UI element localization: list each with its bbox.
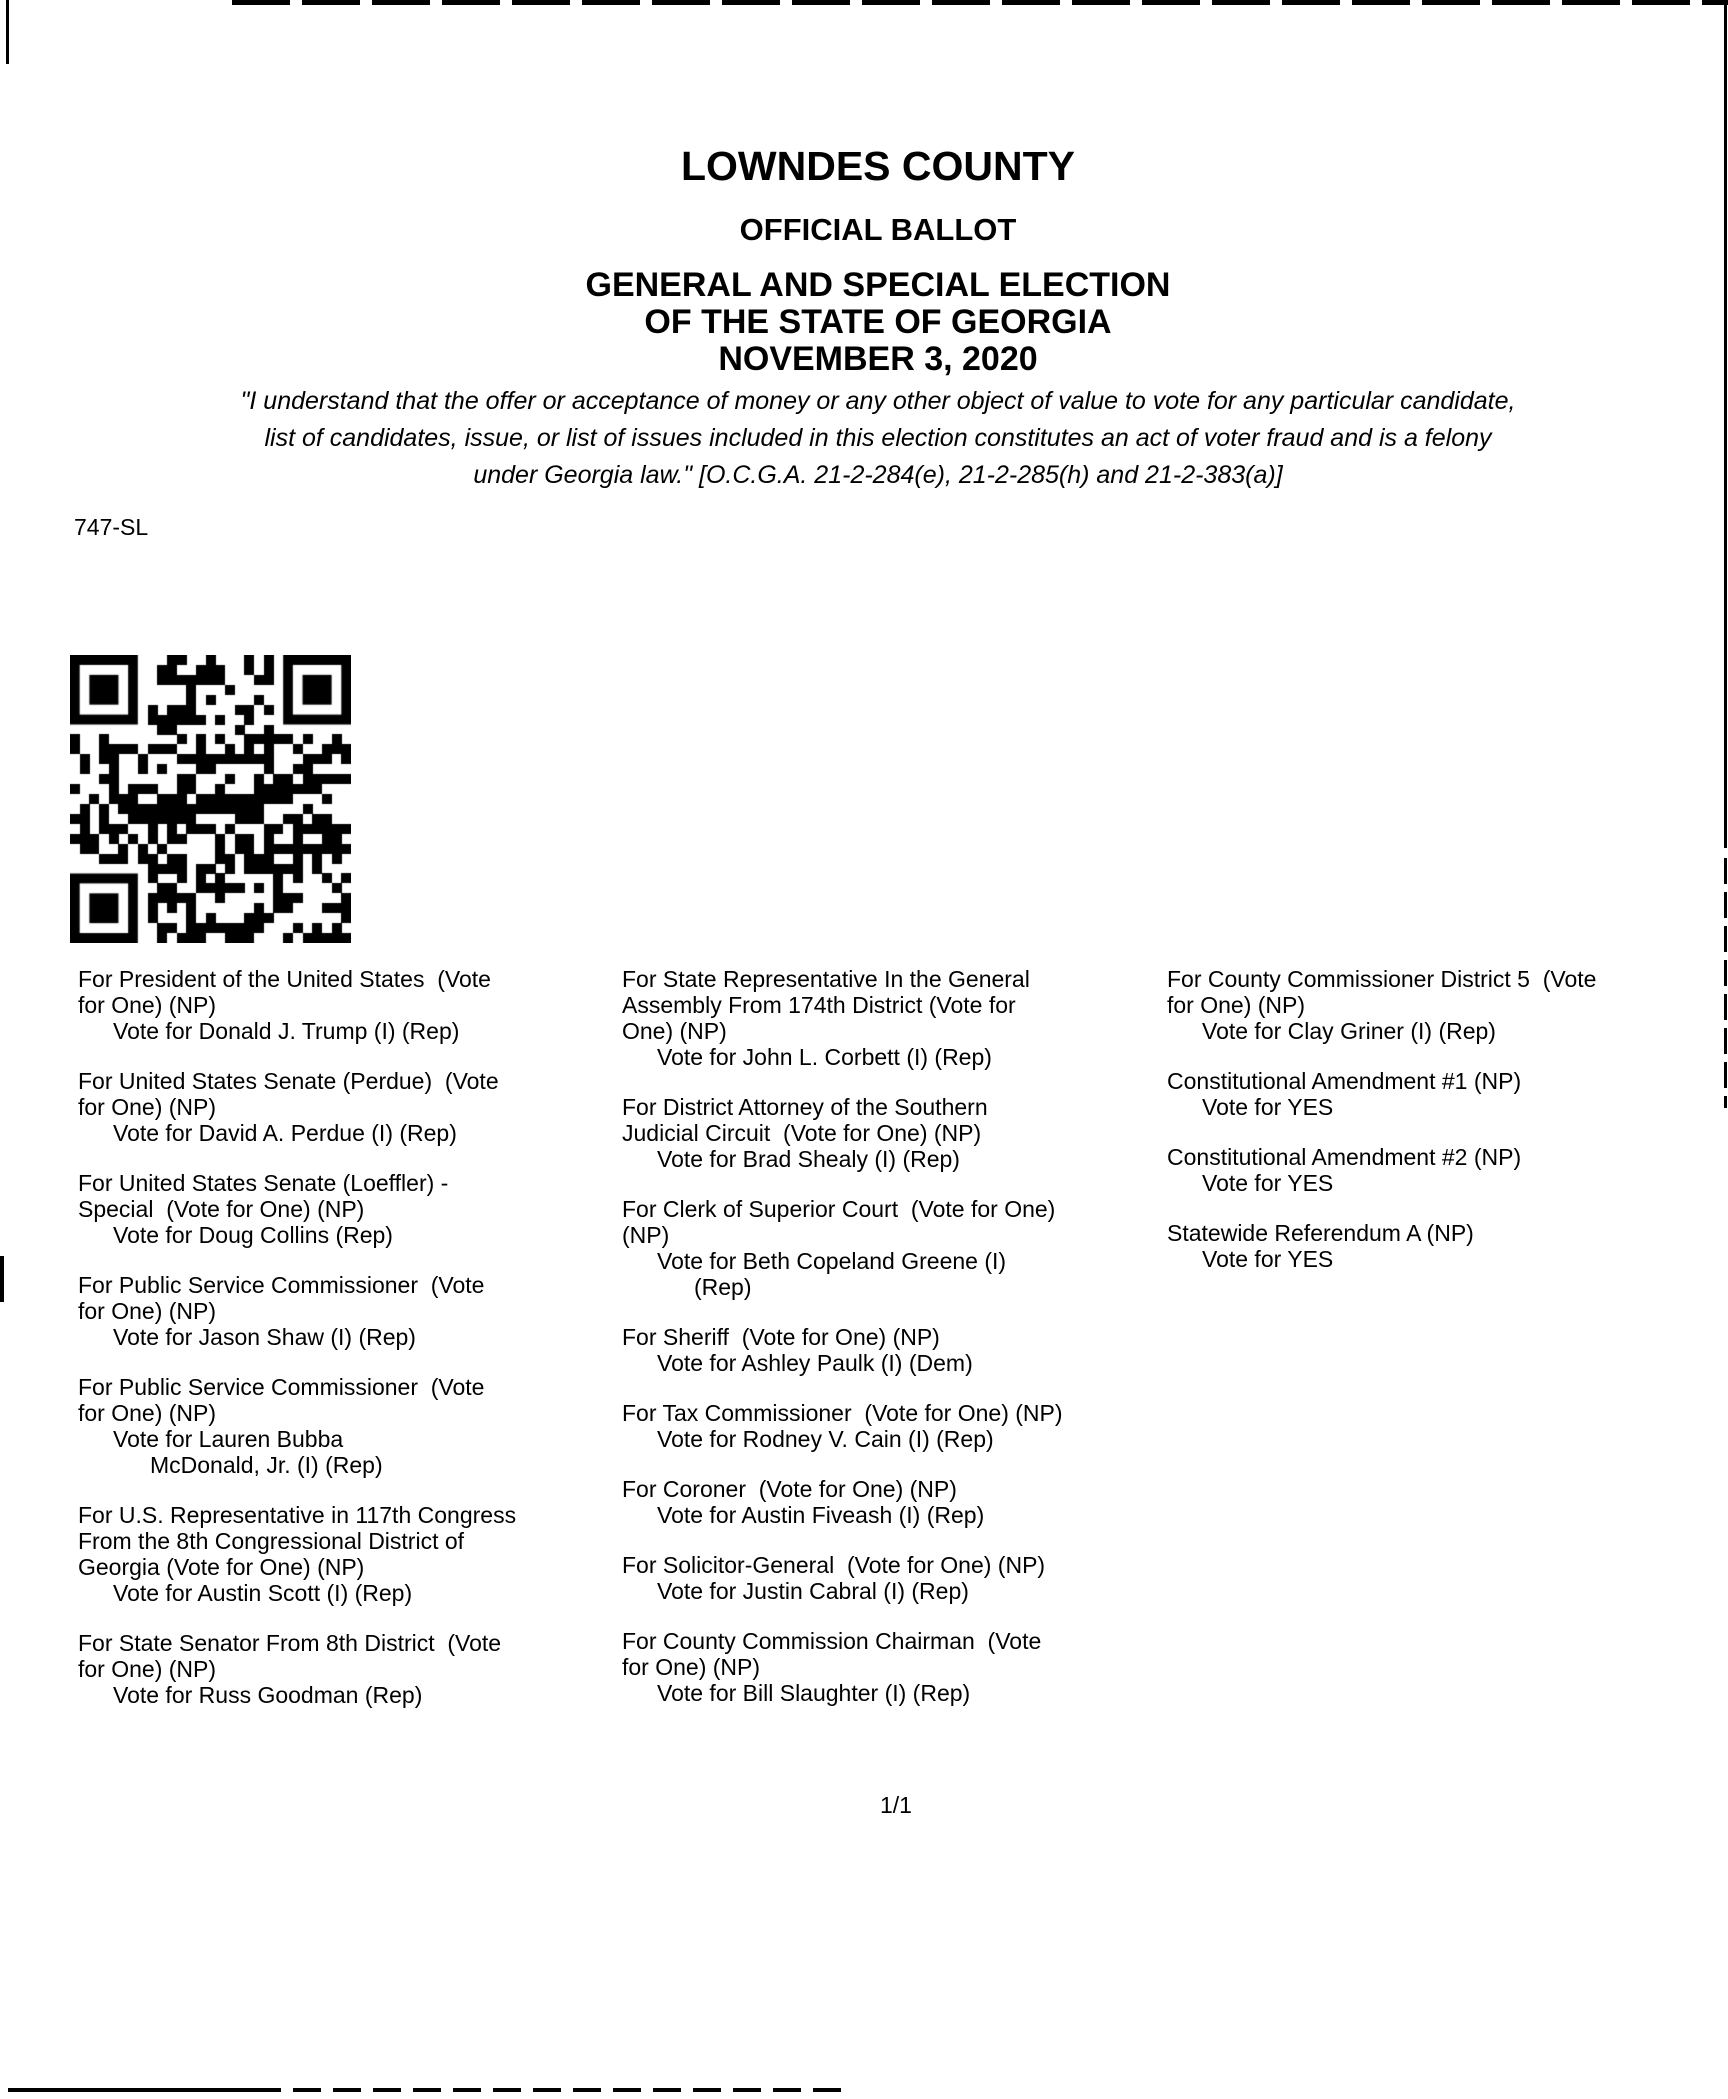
fraud-disclaimer <box>28 383 1728 494</box>
contest <box>1167 1068 1727 1120</box>
contest-title-line: For Coroner (Vote for One) (NP) <box>622 1476 957 1502</box>
vote-selection-line: Vote for Beth Copeland Greene (I) <box>657 1248 1007 1274</box>
contest <box>78 1170 638 1248</box>
contest-title-line: For State Representative In the General <box>622 966 1030 992</box>
ballot-title: OFFICIAL BALLOT <box>739 212 1017 247</box>
page-number: 1/1 <box>880 1792 912 1818</box>
ballot-header <box>28 143 1728 378</box>
ballot-column-3 <box>1167 966 1727 1296</box>
contest <box>622 1094 1182 1172</box>
contest-title-line: For U.S. Representative in 117th Congress <box>78 1502 517 1528</box>
vote-selection-line: Vote for YES <box>1202 1246 1334 1272</box>
contest <box>622 1324 1182 1376</box>
contest-title-line: For District Attorney of the Southern <box>622 1094 988 1120</box>
contest <box>1167 1144 1727 1196</box>
scan-mark-bottom-line <box>8 2088 253 2092</box>
election-title <box>28 267 1728 378</box>
vote-selection-line: Vote for David A. Perdue (I) (Rep) <box>113 1120 457 1146</box>
contest <box>78 1502 638 1606</box>
contest-title-line: From the 8th Congressional District of <box>78 1528 465 1554</box>
contest-title-line: One) (NP) <box>622 1018 727 1044</box>
contest-title-line: For Solicitor-General (Vote for One) (NP) <box>622 1552 1046 1578</box>
contest <box>622 1400 1182 1452</box>
vote-selection-line: Vote for Clay Griner (I) (Rep) <box>1202 1018 1496 1044</box>
contest <box>78 1272 638 1350</box>
contest-title-line: for One) (NP) <box>78 1400 217 1426</box>
scan-mark-left-middle <box>0 1256 4 1302</box>
vote-selection-line: Vote for YES <box>1202 1094 1334 1120</box>
contest-title-line: for One) (NP) <box>78 1094 217 1120</box>
vote-selection-line: Vote for Doug Collins (Rep) <box>113 1222 393 1248</box>
scan-mark-top-dashed-line <box>232 0 1728 5</box>
contest-title-line: For Public Service Commissioner (Vote <box>78 1374 485 1400</box>
contest-title-line: For Sheriff (Vote for One) (NP) <box>622 1324 940 1350</box>
vote-selection-line: Vote for Jason Shaw (I) (Rep) <box>113 1324 416 1350</box>
contest-title-line: for One) (NP) <box>78 1656 217 1682</box>
contest <box>622 1476 1182 1528</box>
vote-selection-line: Vote for Donald J. Trump (I) (Rep) <box>113 1018 460 1044</box>
contest-title-line: Constitutional Amendment #1 (NP) <box>1167 1068 1522 1094</box>
vote-selection-line: Vote for John L. Corbett (I) (Rep) <box>657 1044 992 1070</box>
vote-selection-line: Vote for Justin Cabral (I) (Rep) <box>657 1578 969 1604</box>
contest-title-line: For County Commission Chairman (Vote <box>622 1628 1042 1654</box>
contest-title-line: Special (Vote for One) (NP) <box>78 1196 365 1222</box>
contest-title-line: For President of the United States (Vote <box>78 966 491 992</box>
contest <box>78 966 638 1044</box>
contest <box>78 1068 638 1146</box>
vote-selection-line: Vote for Russ Goodman (Rep) <box>113 1682 423 1708</box>
ballot-style-code: 747-SL <box>74 514 149 540</box>
vote-selection-line: Vote for Ashley Paulk (I) (Dem) <box>657 1350 973 1376</box>
election-title-line: OF THE STATE OF GEORGIA <box>644 303 1112 341</box>
vote-selection-line: Vote for Austin Fiveash (I) (Rep) <box>657 1502 985 1528</box>
contest-title-line: Judicial Circuit (Vote for One) (NP) <box>622 1120 982 1146</box>
contest-title-line: Assembly From 174th District (Vote for <box>622 992 1016 1018</box>
contest-title-line: for One) (NP) <box>622 1654 761 1680</box>
contest-title-line: for One) (NP) <box>1167 992 1306 1018</box>
scan-mark-left-top <box>6 0 9 64</box>
ballot-column-1 <box>78 966 638 1732</box>
vote-selection-line: (Rep) <box>694 1274 752 1300</box>
contest <box>78 1630 638 1708</box>
contest-title-line: Statewide Referendum A (NP) <box>1167 1220 1474 1246</box>
vote-selection-line: Vote for Lauren Bubba <box>113 1426 344 1452</box>
fraud-disclaimer-line: list of candidates, issue, or list of issues included in this election constitutes an act of voter fraud and is a felony <box>264 424 1492 452</box>
contest-title-line: for One) (NP) <box>78 992 217 1018</box>
vote-selection-line: Vote for Austin Scott (I) (Rep) <box>113 1580 413 1606</box>
election-title-line: NOVEMBER 3, 2020 <box>718 340 1038 378</box>
contest <box>622 1552 1182 1604</box>
contest <box>1167 966 1727 1044</box>
contest-title-line: (NP) <box>622 1222 670 1248</box>
county-title: LOWNDES COUNTY <box>680 143 1076 189</box>
contest-title-line: Georgia (Vote for One) (NP) <box>78 1554 365 1580</box>
contest-title-line: For County Commissioner District 5 (Vote <box>1167 966 1597 992</box>
vote-selection-line: Vote for Rodney V. Cain (I) (Rep) <box>657 1426 994 1452</box>
contest-title-line: For State Senator From 8th District (Vote <box>78 1630 502 1656</box>
ballot-column-2 <box>622 966 1182 1730</box>
fraud-disclaimer-line: under Georgia law." [O.C.G.A. 21-2-284(e), 21-2-285(h) and 21-2-383(a)] <box>473 461 1283 489</box>
election-title-line: GENERAL AND SPECIAL ELECTION <box>585 266 1171 304</box>
vote-selection-line: Vote for Brad Shealy (I) (Rep) <box>657 1146 960 1172</box>
fraud-disclaimer-line: "I understand that the offer or acceptance of money or any other object of value to vote for any particular candidate, <box>240 387 1516 415</box>
vote-selection-line: Vote for Bill Slaughter (I) (Rep) <box>657 1680 971 1706</box>
contest <box>622 1196 1182 1300</box>
qr-code <box>70 655 351 943</box>
contest <box>622 1628 1182 1706</box>
vote-selection-line: McDonald, Jr. (I) (Rep) <box>150 1452 383 1478</box>
contest-title-line: for One) (NP) <box>78 1298 217 1324</box>
contest-title-line: For United States Senate (Loeffler) - <box>78 1170 449 1196</box>
contest <box>622 966 1182 1070</box>
contest-title-line: For Tax Commissioner (Vote for One) (NP) <box>622 1400 1063 1426</box>
contest-title-line: For Public Service Commissioner (Vote <box>78 1272 485 1298</box>
scan-mark-bottom-dashed-line <box>253 2088 853 2092</box>
contest <box>1167 1220 1727 1272</box>
vote-selection-line: Vote for YES <box>1202 1170 1334 1196</box>
contest <box>78 1374 638 1478</box>
contest-title-line: Constitutional Amendment #2 (NP) <box>1167 1144 1522 1170</box>
contest-title-line: For United States Senate (Perdue) (Vote <box>78 1068 499 1094</box>
contest-title-line: For Clerk of Superior Court (Vote for One) <box>622 1196 1056 1222</box>
